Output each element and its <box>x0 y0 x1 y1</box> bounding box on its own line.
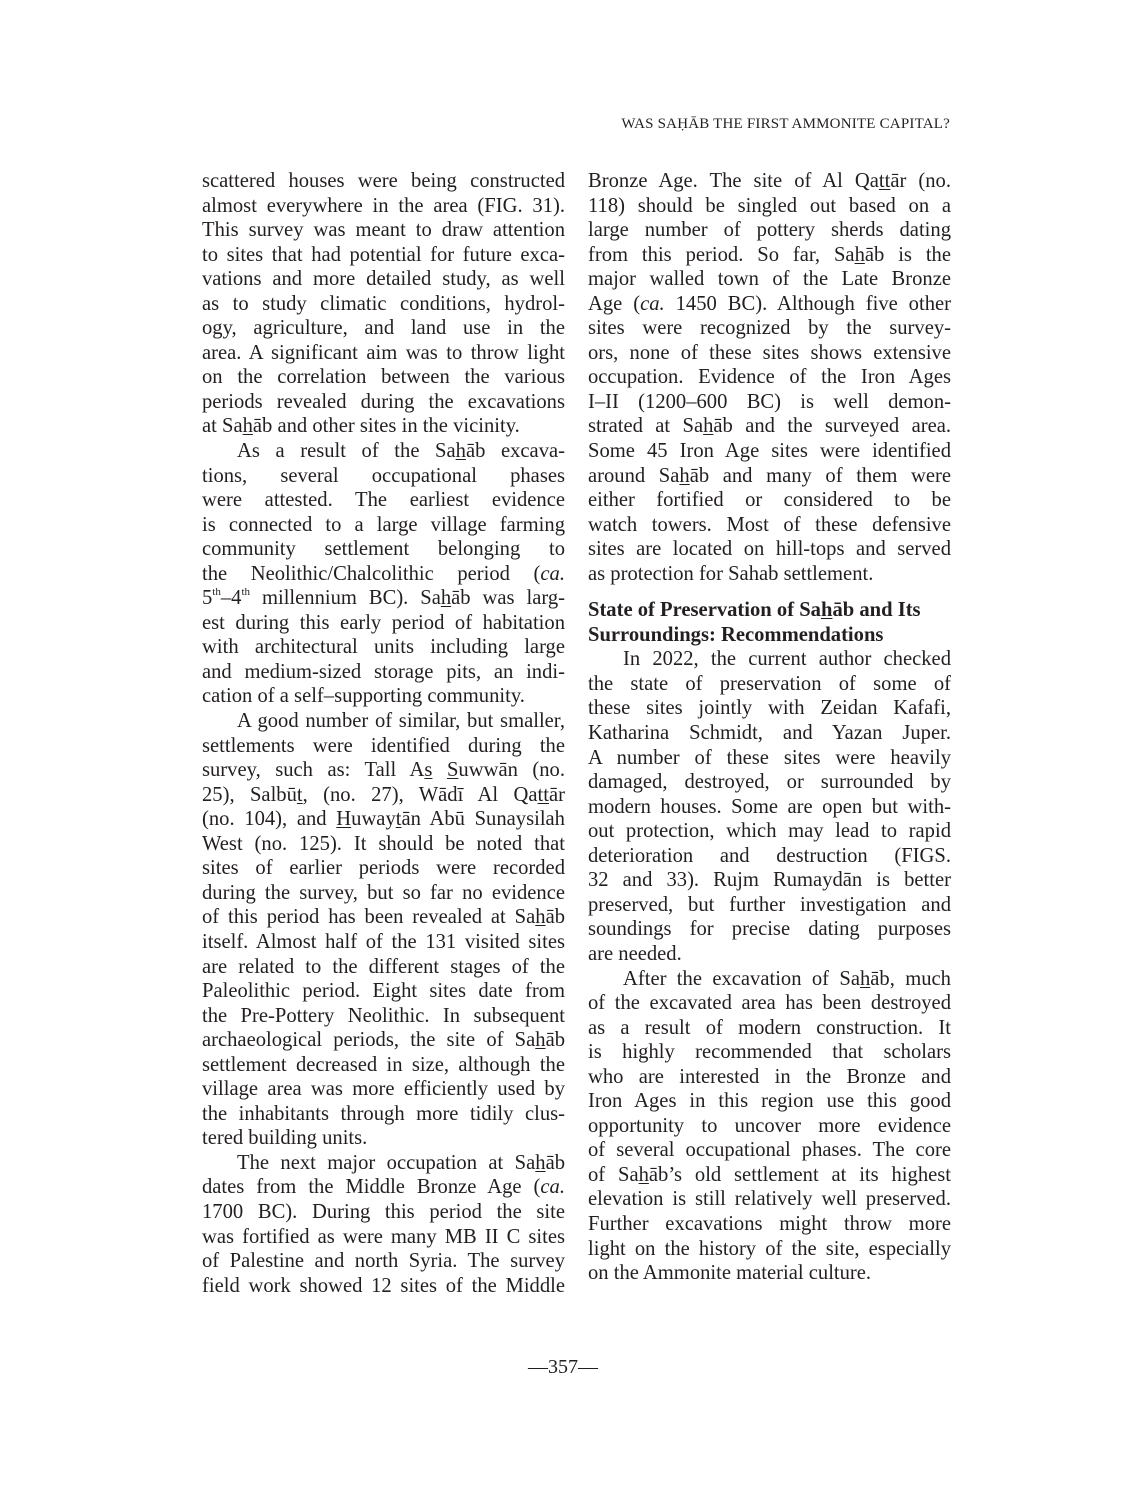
text-line <box>588 672 951 697</box>
text-line <box>588 647 951 672</box>
text-line <box>202 1053 565 1078</box>
text-run: āb and other sites in the vicinity. <box>252 415 520 438</box>
text-run: As a result of the Sa <box>237 440 456 463</box>
text-run: āb, much <box>870 967 951 990</box>
text-run: millennium BC). Sa <box>250 587 441 610</box>
text-run: watch towers. Most of these defensive <box>588 513 951 536</box>
page-number: —357— <box>528 1356 598 1378</box>
underlined-letter: h <box>535 1029 546 1052</box>
text-run: of this period has been revealed at Sa <box>202 906 536 929</box>
text-line <box>588 218 951 243</box>
text-line <box>588 868 951 893</box>
text-run: A number of these sites were heavily <box>588 746 951 769</box>
text-run: 1450 BC). Although five other <box>664 292 951 315</box>
text-line <box>202 856 565 881</box>
text-line <box>588 991 951 1016</box>
text-run: After the excavation of Sa <box>623 967 860 990</box>
underlined-letter: s <box>424 759 433 782</box>
text-run: is highly recommended that scholars <box>588 1041 951 1064</box>
text-run: āb excava- <box>465 440 565 463</box>
text-line <box>588 537 951 562</box>
text-run: ogy, agriculture, and land use in the <box>202 317 565 340</box>
text-run: ār <box>548 783 565 806</box>
text-run: as to study climatic conditions, hydrol- <box>202 292 565 315</box>
text-line <box>202 1175 565 1200</box>
underlined-letter: tt <box>878 170 891 192</box>
text-run: the inhabitants through more tidily clus- <box>202 1102 565 1125</box>
text-run: the state of preservation of some of <box>588 672 951 695</box>
text-run: preserved, but further investigation and <box>588 893 951 916</box>
text-run: are related to the different stages of the <box>202 955 565 978</box>
text-run: A good number of similar, but smaller, <box>237 710 565 733</box>
text-run: of the excavated area has been destroyed <box>588 992 951 1015</box>
text-run: area. A significant aim was to throw light <box>202 341 565 364</box>
text-line <box>202 194 565 219</box>
text-line <box>588 1261 951 1286</box>
text-line <box>202 905 565 930</box>
text-run: This survey was meant to draw attention <box>202 219 565 242</box>
text-run: field work showed 12 sites of the Middle <box>202 1274 565 1297</box>
text-run: Surroundings: Recommendations <box>588 623 884 646</box>
underlined-letter: S <box>446 759 459 782</box>
text-line <box>202 1126 565 1151</box>
paragraph <box>588 967 951 1286</box>
text-run <box>432 759 447 781</box>
text-run: almost everywhere in the area (FIG. 31). <box>202 194 565 217</box>
underlined-letter: t <box>395 808 402 831</box>
text-line <box>202 218 565 243</box>
text-line <box>202 513 565 538</box>
text-line <box>588 169 951 194</box>
text-line <box>202 734 565 759</box>
text-run: is connected to a large village farming <box>202 513 565 536</box>
text-line <box>202 586 565 611</box>
text-run: elevation is still relatively well preserved. <box>588 1188 951 1211</box>
text-line <box>588 341 951 366</box>
text-line <box>202 464 565 489</box>
text-line <box>202 243 565 268</box>
right-column <box>588 169 951 1286</box>
text-run: as protection for Sahab settlement. <box>588 562 874 585</box>
text-line <box>588 967 951 992</box>
underlined-letter: h <box>859 967 871 990</box>
heading-line <box>588 598 951 623</box>
text-line <box>202 414 565 439</box>
text-run: soundings for precise dating purposes <box>588 918 951 941</box>
text-line <box>588 1089 951 1114</box>
text-line <box>588 1040 951 1065</box>
text-run: āb <box>545 1151 565 1174</box>
underlined-letter: h <box>820 599 833 622</box>
text-line <box>588 844 951 869</box>
paragraph <box>588 647 951 966</box>
text-run: vations and more detailed study, as well <box>202 268 565 291</box>
underlined-letter: h <box>535 1151 546 1174</box>
text-run: sites of earlier periods were recorded <box>202 857 565 880</box>
text-line <box>202 341 565 366</box>
text-run: settlements were identified during the <box>202 734 565 757</box>
text-run: Some 45 Iron Age sites were identified <box>588 440 951 463</box>
text-line <box>202 832 565 857</box>
text-line <box>588 1065 951 1090</box>
text-line <box>202 316 565 341</box>
text-line <box>588 696 951 721</box>
text-run: Bronze Age. The site of Al Qa <box>588 170 879 192</box>
text-run: on the Ammonite material culture. <box>588 1262 872 1285</box>
text-run: āb was larg- <box>451 587 565 610</box>
italic-text: ca. <box>540 1176 565 1199</box>
text-line <box>588 439 951 464</box>
text-run: and medium-sized storage pits, an indi- <box>202 660 565 683</box>
text-run: ors, none of these sites shows extensive <box>588 341 951 364</box>
running-head: WAS SAḤĀB THE FIRST AMMONITE CAPITAL? <box>621 116 950 132</box>
text-run: uway <box>351 808 396 831</box>
text-run: 32 and 33). Rujm Rumaydān is better <box>588 869 951 892</box>
text-line <box>588 194 951 219</box>
text-run: I–II (1200–600 BC) is well demon- <box>588 390 951 413</box>
text-line <box>202 955 565 980</box>
text-line <box>588 267 951 292</box>
text-line <box>202 1151 565 1176</box>
text-run: who are interested in the Bronze and <box>588 1065 951 1088</box>
text-line <box>588 488 951 513</box>
text-line <box>202 439 565 464</box>
text-line <box>202 390 565 415</box>
text-run: tions, several occupational phases <box>202 464 565 487</box>
text-line <box>588 1163 951 1188</box>
text-line <box>202 1249 565 1274</box>
text-line <box>202 881 565 906</box>
italic-text: ca. <box>640 292 665 315</box>
text-line <box>588 414 951 439</box>
text-line <box>588 316 951 341</box>
text-line <box>588 1016 951 1041</box>
text-run: āb and the surveyed area. <box>713 415 951 438</box>
text-run: on the correlation between the various <box>202 366 565 389</box>
text-run: survey, such as: Tall A <box>202 759 425 782</box>
text-line <box>202 979 565 1004</box>
text-run: occupation. Evidence of the Iron Ages <box>588 366 951 389</box>
text-line <box>202 1225 565 1250</box>
text-run: , (no. 27), Wādī Al Qa <box>302 783 538 806</box>
text-run: West (no. 125). It should be noted that <box>202 832 565 855</box>
text-run: āb is the <box>864 243 951 266</box>
text-run: Katharina Schmidt, and Yazan Juper. <box>588 722 951 745</box>
text-line <box>202 292 565 317</box>
underlined-letter: h <box>679 464 690 487</box>
text-line <box>588 1187 951 1212</box>
text-line <box>588 243 951 268</box>
text-run: āb and Its <box>832 599 921 622</box>
text-run: scattered houses were being constructed <box>202 170 565 192</box>
text-run: modern houses. Some are open but with- <box>588 795 951 818</box>
text-run: the Pre-Pottery Neolithic. In subsequent <box>202 1004 565 1027</box>
text-line <box>588 819 951 844</box>
text-run: of Palestine and north Syria. The survey <box>202 1250 565 1273</box>
text-run: are needed. <box>588 942 682 965</box>
text-run: Further excavations might throw more <box>588 1212 951 1235</box>
text-line <box>588 795 951 820</box>
text-line <box>202 169 565 194</box>
text-run: large number of pottery sherds dating <box>588 219 951 242</box>
paragraph <box>588 169 951 586</box>
text-run: archaeological periods, the site of Sa <box>202 1029 536 1052</box>
text-run: State of Preservation of Sa <box>588 599 821 622</box>
underlined-letter: h <box>455 440 466 463</box>
text-line <box>202 660 565 685</box>
text-line <box>588 464 951 489</box>
text-run: settlement decreased in size, although the <box>202 1053 565 1076</box>
text-line <box>202 807 565 832</box>
text-line <box>588 513 951 538</box>
text-line <box>588 770 951 795</box>
text-line <box>202 562 565 587</box>
text-line <box>202 1004 565 1029</box>
text-run: from this period. So far, Sa <box>588 243 855 266</box>
paragraph <box>202 439 565 709</box>
text-line <box>202 930 565 955</box>
text-run: 118) should be singled out based on a <box>588 194 951 217</box>
text-line <box>588 365 951 390</box>
text-run: itself. Almost half of the 131 visited sites <box>202 930 565 953</box>
text-line <box>202 758 565 783</box>
text-run: uwwān (no. <box>458 759 565 782</box>
text-line <box>202 1028 565 1053</box>
text-line <box>202 1274 565 1299</box>
underlined-letter: h <box>242 415 253 438</box>
text-run: either fortified or considered to be <box>588 489 951 512</box>
superscript: th <box>241 586 251 599</box>
text-line <box>588 292 951 317</box>
underlined-letter: tt <box>537 783 549 806</box>
text-run: damaged, destroyed, or surrounded by <box>588 771 951 794</box>
text-line <box>202 635 565 660</box>
text-line <box>588 942 951 967</box>
text-line <box>202 783 565 808</box>
text-line <box>588 390 951 415</box>
text-run: were attested. The earliest evidence <box>202 489 565 512</box>
text-line <box>588 721 951 746</box>
section-heading <box>588 598 951 647</box>
text-run: In 2022, the current author checked <box>623 648 951 671</box>
text-run: 5 <box>202 587 213 610</box>
underlined-letter: h <box>854 243 865 266</box>
text-run: ān Abū Sunaysilah <box>401 808 565 831</box>
italic-text: ca. <box>540 562 565 585</box>
text-run: of Sa <box>588 1163 639 1186</box>
text-run: was fortified as were many MB II C sites <box>202 1225 565 1248</box>
text-line <box>588 917 951 942</box>
underlined-letter: h <box>703 415 714 438</box>
text-run: Iron Ages in this region use this good <box>588 1090 951 1113</box>
left-column <box>202 169 565 1298</box>
text-run: Age ( <box>588 292 641 315</box>
paragraph <box>202 709 565 1151</box>
text-line <box>202 684 565 709</box>
underlined-letter: t <box>296 783 303 806</box>
text-run: āb <box>545 1029 565 1052</box>
underlined-letter: h <box>638 1163 649 1186</box>
text-line <box>588 1212 951 1237</box>
underlined-letter: H <box>336 808 352 831</box>
text-line <box>588 746 951 771</box>
text-run: dates from the Middle Bronze Age ( <box>202 1176 541 1199</box>
text-run: –4 <box>220 587 242 610</box>
text-line <box>202 1102 565 1127</box>
text-run: light on the history of the site, especially <box>588 1237 951 1260</box>
text-run: cation of a self–supporting community. <box>202 685 525 708</box>
text-line <box>202 267 565 292</box>
text-run: ār (no. <box>890 170 951 192</box>
text-line <box>202 1077 565 1102</box>
text-run: with architectural units including large <box>202 636 565 659</box>
text-line <box>588 1237 951 1262</box>
superscript: th <box>212 586 221 599</box>
text-line <box>202 488 565 513</box>
text-run: during the survey, but so far no evidence <box>202 881 565 904</box>
text-run: 25), Salbū <box>202 783 297 806</box>
text-run: āb and many of them were <box>689 464 951 487</box>
text-run: strated at Sa <box>588 415 704 438</box>
text-run: opportunity to uncover more evidence <box>588 1114 951 1137</box>
text-run: 1700 BC). During this period the site <box>202 1200 565 1223</box>
text-run: āb <box>545 906 565 929</box>
text-line <box>588 562 951 587</box>
text-line <box>202 611 565 636</box>
text-run: at Sa <box>202 415 243 438</box>
text-run: The next major occupation at Sa <box>237 1151 536 1174</box>
text-run: (no. 104), and <box>202 808 337 831</box>
text-line <box>202 365 565 390</box>
text-run: major walled town of the Late Bronze <box>588 268 951 291</box>
paragraph <box>202 169 565 439</box>
text-run: āb’s old settlement at its highest <box>648 1163 951 1186</box>
text-line <box>202 537 565 562</box>
heading-line <box>588 623 951 648</box>
text-run: periods revealed during the excavations <box>202 390 565 413</box>
paragraph <box>202 1151 565 1298</box>
text-line <box>588 893 951 918</box>
text-run: Paleolithic period. Eight sites date from <box>202 980 565 1003</box>
text-run: of several occupational phases. The core <box>588 1139 951 1162</box>
text-run: deterioration and destruction (FIGS. <box>588 844 951 867</box>
underlined-letter: h <box>440 587 452 610</box>
underlined-letter: h <box>535 906 546 929</box>
text-run: community settlement belonging to <box>202 538 565 561</box>
text-run: as a result of modern construction. It <box>588 1016 951 1039</box>
text-run: est during this early period of habitation <box>202 611 565 634</box>
section-spacer <box>588 586 951 598</box>
text-line <box>588 1138 951 1163</box>
text-run: these sites jointly with Zeidan Kafafi, <box>588 697 951 720</box>
text-run: the Neolithic/Chalcolithic period ( <box>202 562 541 585</box>
text-run: sites were recognized by the survey- <box>588 317 951 340</box>
text-line <box>588 1114 951 1139</box>
text-line <box>202 1200 565 1225</box>
text-run: out protection, which may lead to rapid <box>588 820 951 843</box>
text-run: village area was more efficiently used by <box>202 1078 565 1101</box>
text-run: sites are located on hill-tops and served <box>588 538 951 561</box>
text-line <box>202 709 565 734</box>
text-run: around Sa <box>588 464 680 487</box>
text-run: tered building units. <box>202 1127 368 1150</box>
text-run: to sites that had potential for future exca- <box>202 243 565 266</box>
